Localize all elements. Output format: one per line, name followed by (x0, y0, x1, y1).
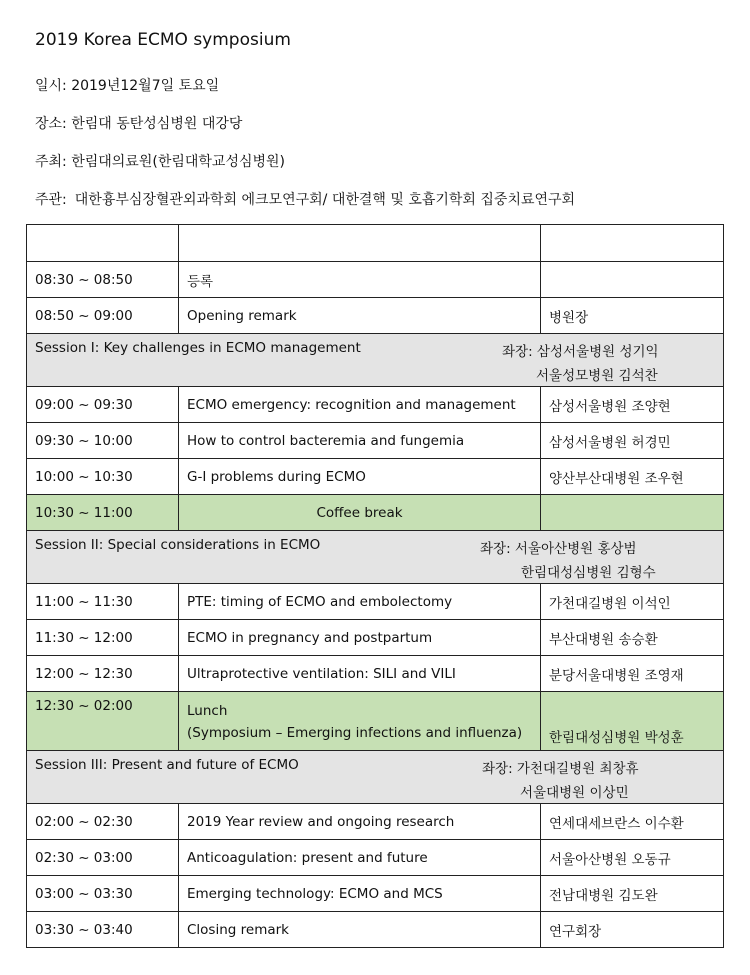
coffee-break-label: Coffee break (179, 495, 541, 531)
speaker-cell (541, 262, 724, 298)
event-place: 장소: 한림대 동탄성심병원 대강당 (35, 116, 243, 132)
speaker-cell: 삼성서울병원 허경민 (541, 423, 724, 459)
topic-cell: G-I problems during ECMO (179, 459, 541, 495)
session-header-row (27, 751, 724, 804)
speaker-cell: 연세대세브란스 이수환 (541, 804, 724, 840)
empty-cell (541, 225, 724, 262)
session-header-row (27, 531, 724, 584)
speaker-cell: 양산부산대병원 조우현 (541, 459, 724, 495)
speaker-cell (541, 495, 724, 531)
session-header-cell (27, 531, 724, 584)
speaker-cell: 가천대길병원 이석인 (541, 584, 724, 620)
speaker-cell: 병원장 (541, 298, 724, 334)
time-cell: 08:30 ~ 08:50 (27, 262, 179, 298)
time-cell: 11:00 ~ 11:30 (27, 584, 179, 620)
document-title: 2019 Korea ECMO symposium (35, 30, 291, 50)
topic-cell: Ultraprotective ventilation: SILI and VILI (179, 656, 541, 692)
lunch-symposium: (Symposium – Emerging infections and influenza) (187, 725, 523, 741)
session-title: Session I: Key challenges in ECMO management (35, 340, 361, 356)
time-cell: 02:30 ~ 03:00 (27, 840, 179, 876)
schedule-row (27, 804, 724, 840)
schedule-row (27, 387, 724, 423)
empty-cell (179, 225, 541, 262)
time-cell: 12:00 ~ 12:30 (27, 656, 179, 692)
session-chair: 좌장: 서울아산병원 홍상범 (480, 541, 637, 557)
event-date: 일시: 2019년12월7일 토요일 (35, 78, 220, 94)
schedule-row (27, 298, 724, 334)
speaker-cell: 서울아산병원 오동규 (541, 840, 724, 876)
time-cell: 08:50 ~ 09:00 (27, 298, 179, 334)
schedule-row (27, 459, 724, 495)
schedule-row (27, 262, 724, 298)
session-title: Session II: Special considerations in ECMO (35, 537, 321, 553)
topic-cell: ECMO in pregnancy and postpartum (179, 620, 541, 656)
schedule-row (27, 656, 724, 692)
time-cell: 03:00 ~ 03:30 (27, 876, 179, 912)
schedule-row (27, 876, 724, 912)
empty-cell (27, 225, 179, 262)
time-cell: 03:30 ~ 03:40 (27, 912, 179, 948)
topic-cell: How to control bacteremia and fungemia (179, 423, 541, 459)
session-header-row (27, 334, 724, 387)
topic-cell: Emerging technology: ECMO and MCS (179, 876, 541, 912)
schedule-row (27, 912, 724, 948)
session-header-cell (27, 334, 724, 387)
session-cochair: 서울대병원 이상민 (520, 785, 629, 801)
speaker-cell: 부산대병원 송승환 (541, 620, 724, 656)
session-title: Session III: Present and future of ECMO (35, 757, 299, 773)
topic-cell: Opening remark (179, 298, 541, 334)
session-cochair: 한림대성심병원 김형수 (521, 565, 656, 581)
speaker-cell: 분당서울대병원 조영재 (541, 656, 724, 692)
session-cochair: 서울성모병원 김석찬 (536, 368, 658, 384)
time-cell: 10:00 ~ 10:30 (27, 459, 179, 495)
schedule-row (27, 620, 724, 656)
topic-cell: PTE: timing of ECMO and embolectomy (179, 584, 541, 620)
time-cell: 12:30 ~ 02:00 (27, 692, 179, 751)
topic-cell: 2019 Year review and ongoing research (179, 804, 541, 840)
time-cell: 02:00 ~ 02:30 (27, 804, 179, 840)
organizers-text: 대한흉부심장혈관외과학회 에크모연구회/ 대한결핵 및 호흡기학회 집중치료연구회 (74, 192, 576, 208)
session-chair: 좌장: 가천대길병원 최창휴 (482, 761, 639, 777)
time-cell: 11:30 ~ 12:00 (27, 620, 179, 656)
event-host: 주최: 한림대의료원(한림대학교성심병원) (35, 154, 285, 170)
speaker-cell: 삼성서울병원 조양현 (541, 387, 724, 423)
speaker-cell: 전남대병원 김도완 (541, 876, 724, 912)
topic-cell: 등록 (179, 262, 541, 298)
lunch-label: Lunch (187, 703, 228, 719)
session-chair: 좌장: 삼성서울병원 성기익 (502, 344, 659, 360)
lunch-topic-cell (179, 692, 541, 751)
lunch-row (27, 692, 724, 751)
speaker-cell: 한림대성심병원 박성훈 (541, 692, 724, 751)
time-cell: 10:30 ~ 11:00 (27, 495, 179, 531)
schedule-row (27, 423, 724, 459)
topic-cell: Anticoagulation: present and future (179, 840, 541, 876)
schedule-table (26, 224, 724, 948)
session-header-cell (27, 751, 724, 804)
organizers-label: 주관: (35, 192, 67, 208)
topic-cell: Closing remark (179, 912, 541, 948)
schedule-row (27, 840, 724, 876)
time-cell: 09:00 ~ 09:30 (27, 387, 179, 423)
topic-cell: ECMO emergency: recognition and management (179, 387, 541, 423)
schedule-row (27, 584, 724, 620)
speaker-cell: 연구회장 (541, 912, 724, 948)
time-cell: 09:30 ~ 10:00 (27, 423, 179, 459)
header-row-empty (27, 225, 724, 262)
event-organizers (35, 189, 575, 209)
coffee-break-row (27, 495, 724, 531)
